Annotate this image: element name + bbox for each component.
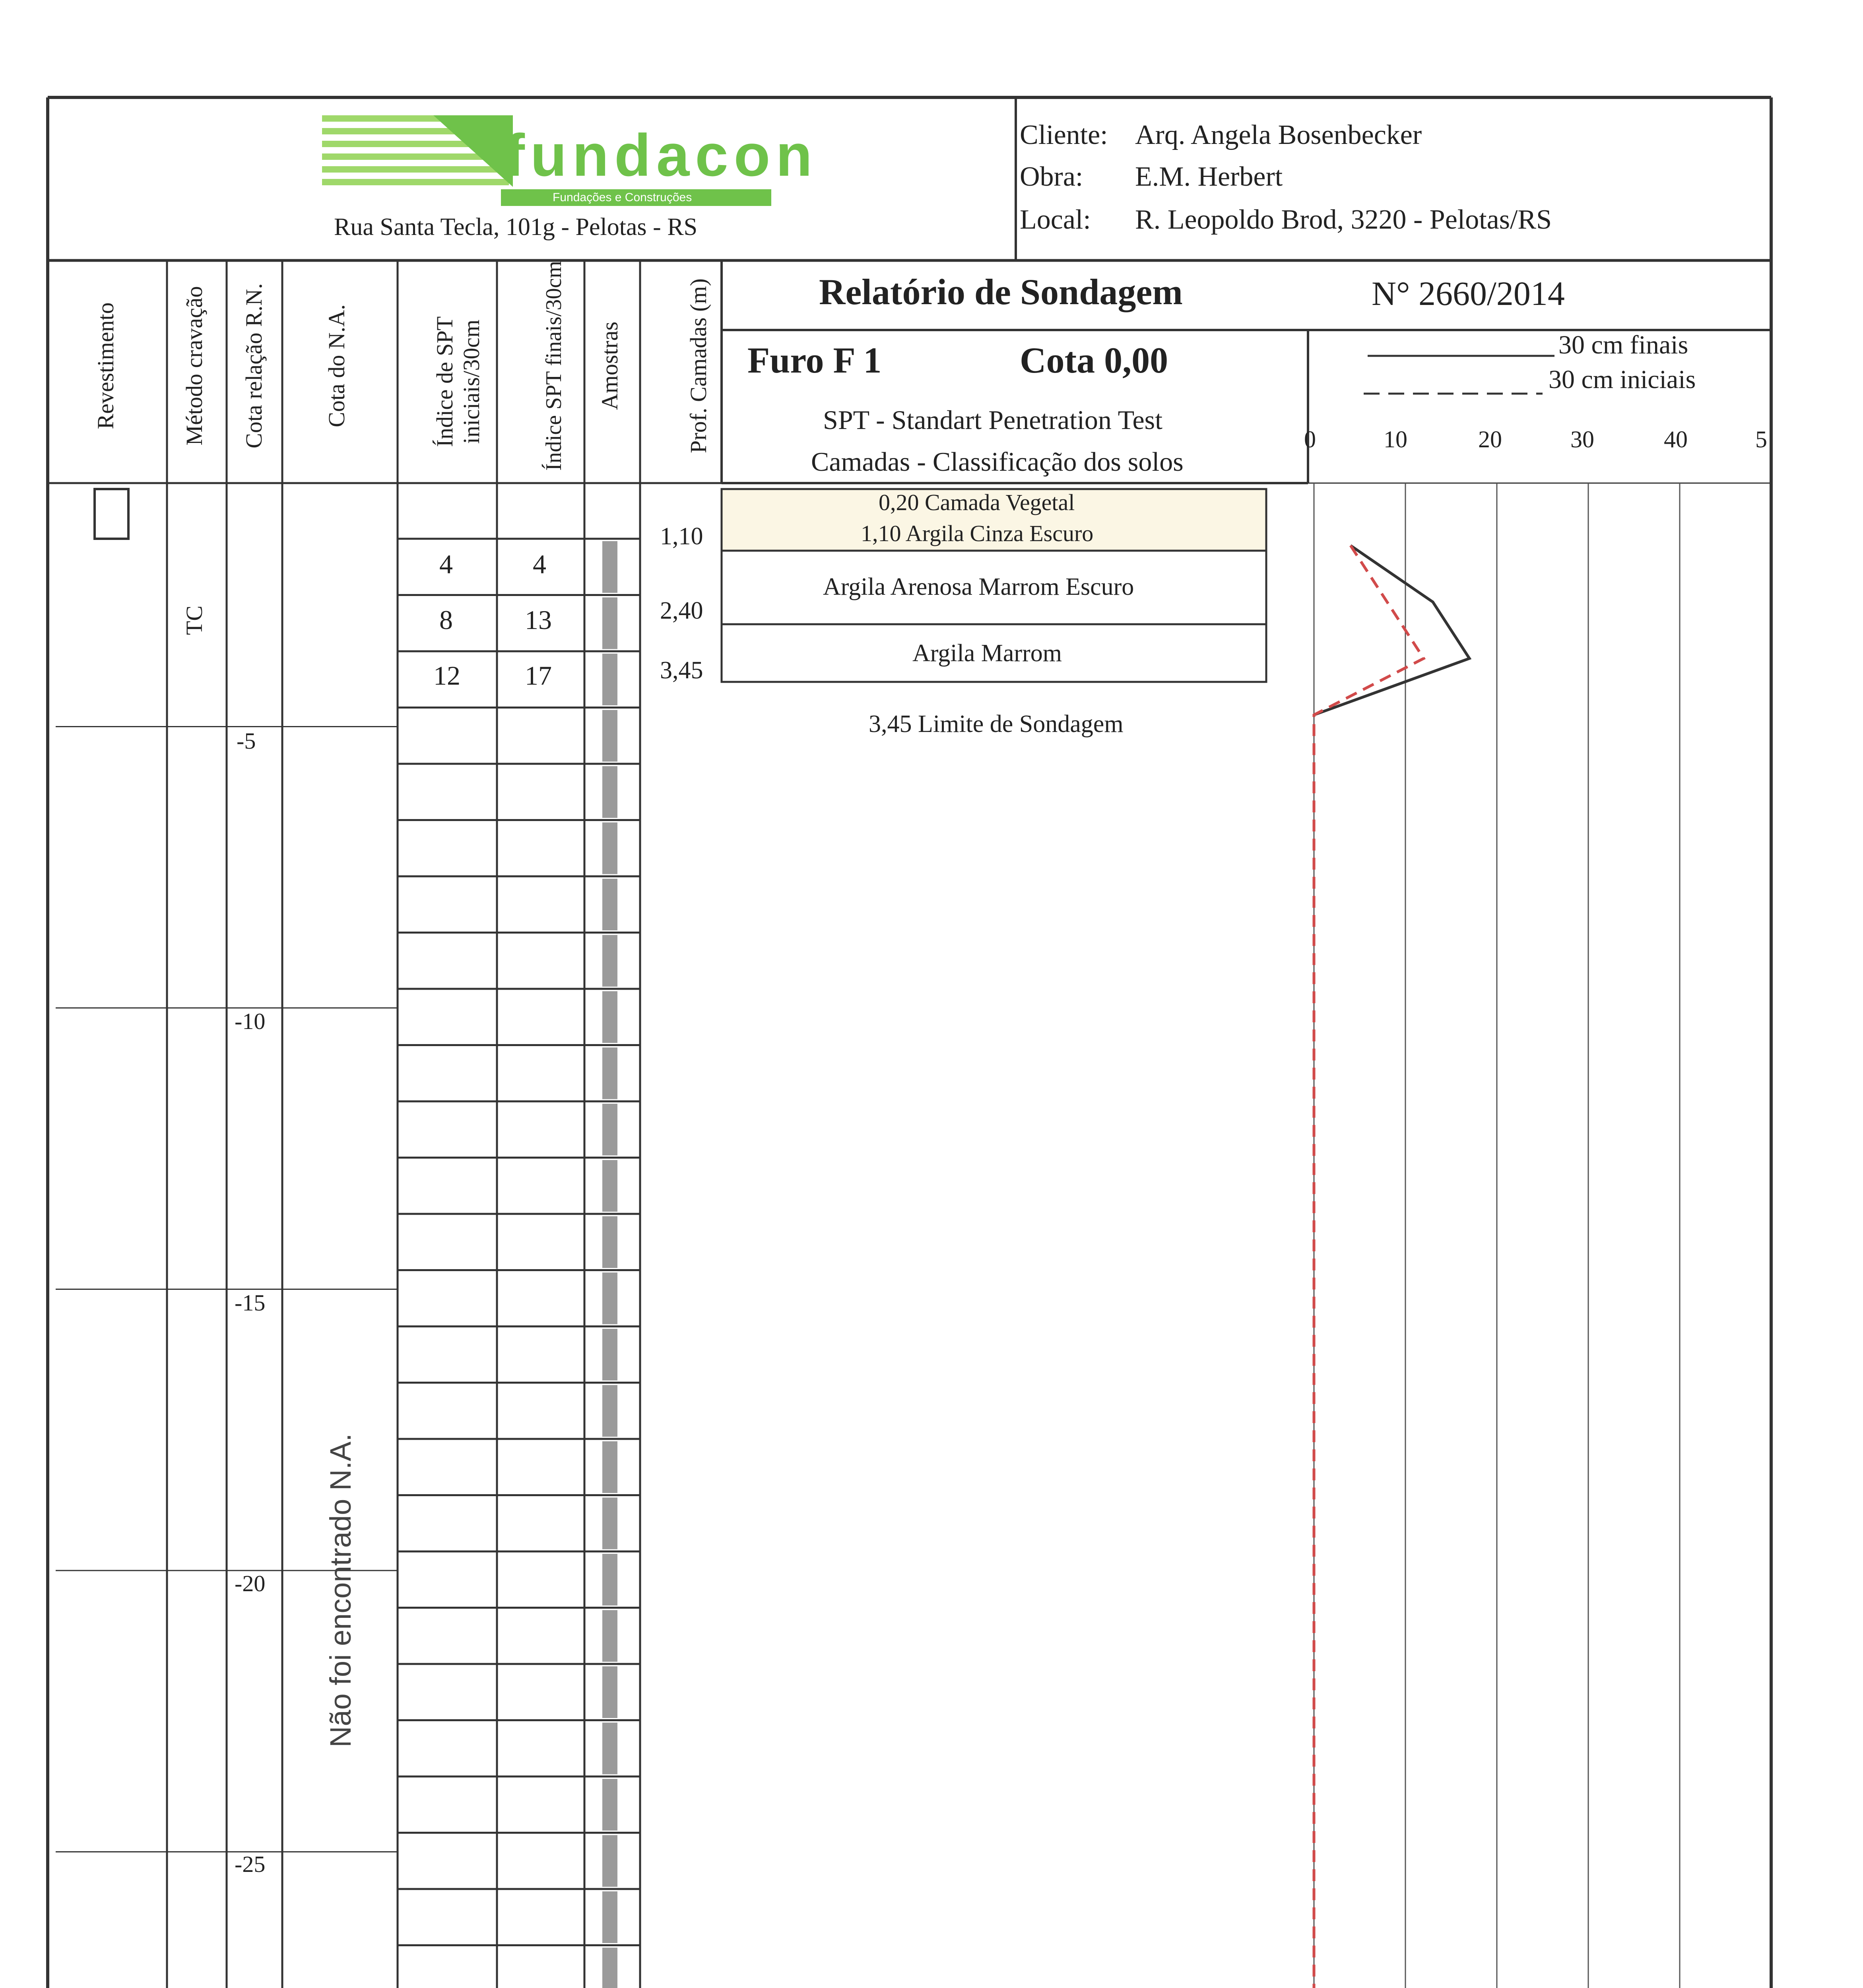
logo-tagline: Fundações e Construções [553,191,692,204]
spt-chart [1314,483,1680,1988]
header-revestimento: Revestimento [93,302,118,429]
legend-initial: 30 cm iniciais [1549,365,1696,394]
sample-mark [602,1329,617,1380]
chart-tick-50: 5 [1755,426,1767,452]
location-label: Local: [1020,204,1091,235]
sample-mark [602,1104,617,1155]
revestimento-casing-box [95,489,128,539]
depth-mark-15: -15 [235,1290,266,1316]
legend-final: 30 cm finais [1558,330,1688,359]
report-title: Relatório de Sondagem [819,272,1183,312]
sample-mark [602,1666,617,1718]
depth-mark-5: -5 [237,728,256,754]
sample-mark [602,823,617,874]
chart-tick-30: 30 [1570,426,1594,452]
sample-mark [602,1779,617,1831]
chart-tick-10: 10 [1384,426,1407,452]
cota-label: Cota 0,00 [1020,340,1168,381]
header-cota-na: Cota do N.A. [324,304,349,427]
spt-iniciais-3: 12 [433,660,460,691]
logo-stripes-icon [322,115,513,187]
company-address: Rua Santa Tecla, 101g - Pelotas - RS [334,214,698,241]
spt-iniciais-2: 8 [439,605,453,635]
header-prof: Prof. Camadas (m) [685,278,711,453]
layer-depth-1: 1,10 [660,523,703,550]
work-label: Obra: [1020,161,1083,192]
spt-finais-3: 17 [525,660,552,691]
depth-mark-20: -20 [235,1571,266,1596]
sample-mark [602,1048,617,1099]
sample-mark [602,1216,617,1268]
samples-column [602,541,617,1988]
spt-finais-1: 4 [533,549,546,579]
layer-2-description: Argila Arenosa Marrom Escuro [823,573,1134,600]
sample-mark [602,1441,617,1493]
depth-mark-10: -10 [235,1008,266,1034]
client-label: Cliente: [1020,120,1108,150]
sample-mark [602,1610,617,1662]
method-value: TC [181,605,207,635]
sample-mark [602,1160,617,1212]
report-grid-lines [48,97,1771,1988]
header-spt-finais: Índice SPT finais/30cm [541,261,566,471]
sample-mark [602,1554,617,1606]
logo-text: fundacon [505,122,818,188]
sample-mark [602,1723,617,1774]
sample-mark [602,1273,617,1324]
sample-mark [602,654,617,705]
header-spt-iniciais: Índice de SPT iniciais/30cm [432,316,484,447]
camadas-subtitle: Camadas - Classificação dos solos [811,447,1184,477]
layer-3-description: Argila Marrom [912,640,1062,667]
depth-mark-25: -25 [235,1851,266,1877]
client-value: Arq. Angela Bosenbecker [1135,120,1422,150]
sounding-limit: 3,45 Limite de Sondagem [869,711,1124,738]
sample-mark [602,1891,617,1943]
chart-tick-0: 0 [1304,426,1316,452]
sample-mark [602,1498,617,1549]
report-number: N° 2660/2014 [1372,274,1565,313]
chart-tick-40: 40 [1664,426,1688,452]
layer-1-line-2: 1,10 Argila Cinza Escuro [861,520,1094,546]
furo-label: Furo F 1 [747,340,882,381]
sample-mark [602,935,617,987]
sample-mark [602,541,617,593]
sample-mark [602,710,617,762]
layer-depth-3: 3,45 [660,657,703,684]
spt-subtitle: SPT - Standart Penetration Test [823,405,1162,435]
chart-series-1 [1314,546,1469,715]
header-cota-rn: Cota relação R.N. [241,283,267,448]
layer-depth-2: 2,40 [660,597,703,624]
header-metodo: Método cravação [181,286,207,446]
sample-mark [602,1948,617,1988]
sample-mark [602,598,617,649]
water-note: Não foi encontrado N.A. [324,1433,357,1747]
sample-mark [602,991,617,1043]
chart-series-2 [1314,546,1424,1988]
sample-mark [602,766,617,818]
sample-mark [602,1835,617,1887]
spt-iniciais-1: 4 [439,549,453,579]
work-value: E.M. Herbert [1135,161,1283,192]
spt-finais-2: 13 [525,605,552,635]
header-amostras: Amostras [597,321,623,410]
layer-1-line-1: 0,20 Camada Vegetal [879,489,1075,515]
sample-mark [602,1385,617,1437]
location-value: R. Leopoldo Brod, 3220 - Pelotas/RS [1135,204,1552,235]
sample-mark [602,879,617,930]
chart-tick-20: 20 [1478,426,1502,452]
